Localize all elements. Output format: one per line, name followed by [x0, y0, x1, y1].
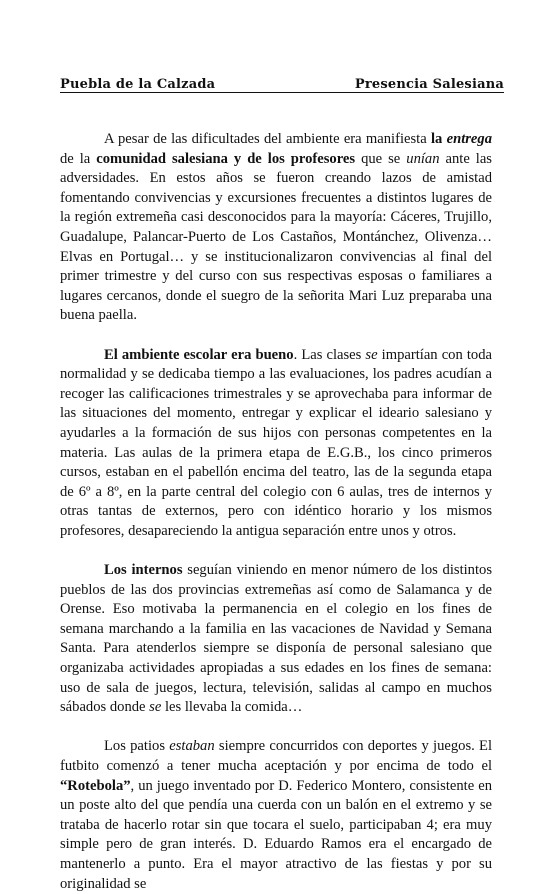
text-run: seguían viniendo en menor número de los distintos pueblos de las dos provincias extremeñas así como de Salamanca y de Orense. Eso motivaba la permanencia en el colegio en los fines de semana marchando a la familia en las vacaciones de Navidad y Semana Santa. Para atenderlos siempre se disponía de personal salesiano que organizaba actividades apropiadas a sus edades en los fines de semana: uso de sala de juegos, lectura, televisión, salidas al campo en muchos sábados donde: [60, 562, 493, 716]
body-text: [60, 130, 492, 894]
text-run: . Las clases: [293, 346, 366, 363]
running-header: [60, 72, 504, 92]
text-run: A pesar de las dificultades del ambiente era manifiesta: [104, 131, 431, 147]
bold-run: Los internos: [104, 562, 183, 579]
bold-run: El ambiente escolar era bueno: [104, 346, 294, 363]
text-run: , un juego inventado por D. Federico Montero, consistente en un poste alto del que pendía una cuerda con un balón en el extremo y se trataba de hacerlo rotar sin que tocara el suelo, participaban 4; era muy simple pero de gran interés. D. Eduardo Ramos era el encargado de mantenerlo a punto. Era el mayor atractivo de las fiestas y por su originalidad se: [60, 777, 492, 892]
paragraph-3: [60, 561, 492, 718]
text-run: les llevaba la comida…: [161, 699, 303, 716]
text-run: siempre concurridos con deportes y juegos. El futbito comenzó a tener mucha aceptación y por encima de todo el: [60, 738, 492, 774]
text-run: de la: [60, 150, 97, 167]
bold-run: “Rotebola”: [60, 777, 131, 794]
italic-run: estaban: [169, 738, 215, 755]
text-run: impartían con toda normalidad y se dedicaba tiempo a las evaluaciones, los padres acudían a recoger las calificaciones trimestrales y se aprovechaba para informar de las situaciones del momento, entregar y explicar el ideario salesiano y ayudarles a la formación de sus hijos con personas competentes en la materia. Las aulas de la primera etapa de E.G.B., los cinco primeros cursos, estaban en el pabellón encima del teatro, las de la segunda etapa de 6º a 8º, en la parte central del colegio con 6 aulas, tres de internos y otras tantas de externos, pero con idéntico horario y los mismos profesores, desapareciendo la antigua separación entre unos y otros.: [60, 346, 492, 539]
paragraph-2: [60, 346, 492, 542]
bold-run: comunidad salesiana y de los profesores: [96, 150, 356, 167]
paragraph-1: [60, 130, 492, 326]
italic-run: se: [365, 346, 378, 363]
paragraph-4: [60, 737, 492, 894]
header-right-title: Presencia Salesiana: [354, 77, 504, 92]
header-rule: [60, 92, 504, 93]
text-run: ante las adversidades. En estos años se fueron creando lazos de amistad fomentando convivencias y excursiones frecuentes a distintos lugares de la región extremeña casi desconocidos para la mayoría: Cáceres, Trujillo, Guadalupe, Palancar-Puerto de Los Castaños, Montánchez, Olivenza… Elvas en Portugal… y se institucionalizaron convivencias al final del primer trimestre y del curso con sus respectivas esposas o familiares a lugares cercanos, donde el suegro de la señorita Mari Luz preparaba una buena paella.: [60, 150, 492, 324]
text-run: Los patios: [104, 738, 170, 755]
bold-italic-run: entrega: [446, 131, 492, 147]
bold-run: la: [430, 131, 447, 147]
header-left-title: Puebla de la Calzada: [60, 77, 216, 92]
text-run: que se: [355, 150, 407, 167]
italic-run: unían: [406, 150, 440, 167]
italic-run: se: [149, 699, 162, 716]
